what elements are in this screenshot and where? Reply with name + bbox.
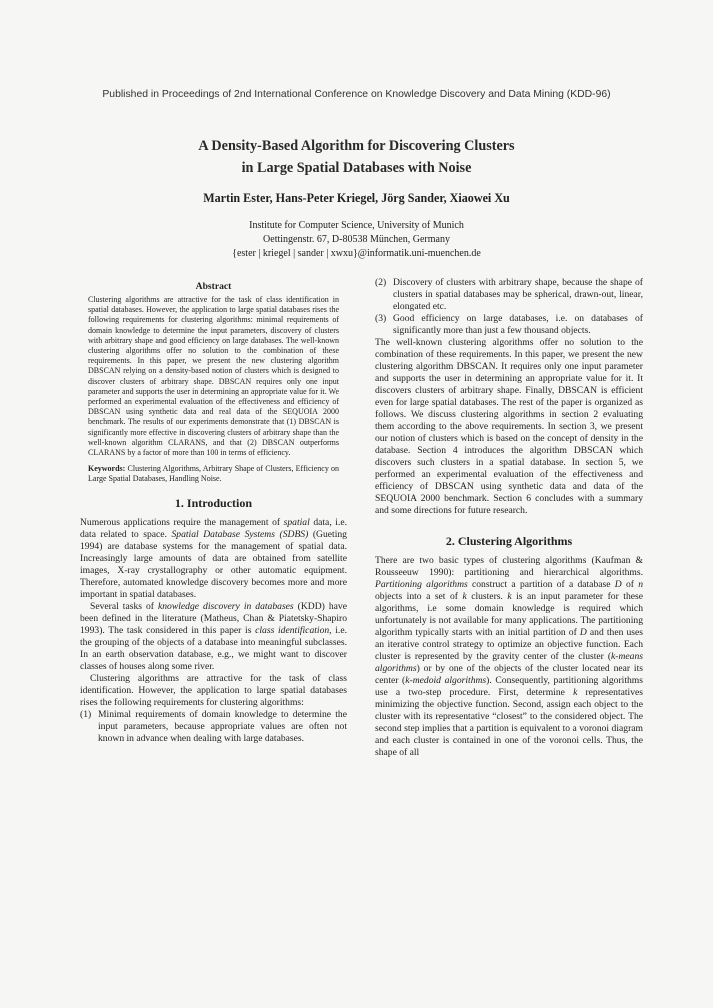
- section-heading-introduction: 1. Introduction: [174, 495, 253, 510]
- paper-title-line-1: A Density-Based Algorithm for Discovering Clusters: [198, 138, 515, 154]
- requirement-item-3: (3) Good efficiency on large databases, i.e. on databases of significantly more than just a few thousand objects.: [375, 313, 643, 336]
- affiliation-email: {ester | kriegel | sander | xwxu}@informatik.uni-muenchen.de: [232, 248, 481, 259]
- abstract-heading: Abstract: [195, 281, 232, 292]
- affiliation-address: Oettingenstr. 67, D-80538 München, Germany: [263, 234, 450, 245]
- right-column: [375, 277, 643, 759]
- requirement-item-1: (1) Minimal requirements of domain knowledge to determine the input parameters, because appropriate values are often not known in advance when dealing with large databases.: [80, 708, 347, 744]
- publication-header: Published in Proceedings of 2nd International Conference on Knowledge Discovery and Data Mining (KDD-96): [102, 89, 611, 100]
- author-list: Martin Ester, Hans-Peter Kriegel, Jörg Sander, Xiaowei Xu: [203, 191, 510, 205]
- paper-title-line-2: in Large Spatial Databases with Noise: [241, 160, 472, 176]
- intro-paragraph-4: The well-known clustering algorithms offer no solution to the combination of these requirements. In this paper, we present the new clustering algorithm DBSCAN. It requires only one input parameter and supports the user in determining an appropriate value for it. It discovers clusters of arbitrary shape. Finally, DBSCAN is efficient even for large spatial databases. The rest of the paper is organized as follows. We discuss clustering algorithms in section 2 evaluating them according to the above requirements. In section 3, we present our notion of clusters which is based on the concept of density in the database. Section 4 introduces the algorithm DBSCAN which discovers such clusters in a spatial database. In section 5, we performed an experimental evaluation of the effectiveness and efficiency of DBSCAN using synthetic data and data of the SEQUOIA 2000 benchmark. Section 6 concludes with a summary and some directions for future research.: [375, 337, 643, 516]
- affiliation-institute: Institute for Computer Science, University of Munich: [249, 220, 464, 231]
- keywords-text: Clustering Algorithms, Arbitrary Shape of Clusters, Efficiency on Large Spatial Databases, Handling Noise.: [88, 464, 340, 484]
- intro-paragraph-2: Several tasks of knowledge discovery in databases (KDD) have been defined in the literature (Matheus, Chan & Piatetsky-Shapiro 1993). The task considered in this paper is class identification, i.e. the grouping of the objects of a database into meaningful subclasses. In an earth observation database, e.g., we might want to discover classes of houses along some river.: [80, 600, 347, 672]
- abstract-text: Clustering algorithms are attractive for the task of class identification in spatial databases. However, the application to large spatial databases rises the following requirements for clustering algorithms: minimal requirements of domain knowledge to determine the input parameters, discovery of clusters with arbitrary shape and good efficiency on large databases. The well-known clustering algorithms offer no solution to the combination of these requirements. In this paper, we present the new clustering algorithm DBSCAN relying on a density-based notion of clusters which is designed to discover clusters of arbitrary shape. DBSCAN requires only one input parameter and supports the user in determining an appropriate value for it. We performed an experimental evaluation of the effectiveness and efficiency of DBSCAN using synthetic data and real data of the SEQUOIA 2000 benchmark. The results of our experiments demonstrate that (1) DBSCAN is significantly more effective in discovering clusters of arbitrary shape than the well-known algorithm CLARANS, and that (2) DBSCAN outperforms CLARANS by a factor of more than 100 in terms of efficiency.: [88, 295, 339, 458]
- keywords-label: Keywords:: [88, 464, 126, 474]
- intro-paragraph-1: Numerous applications require the management of spatial data, i.e. data related to space. Spatial Database Systems (SDBS) (Gueting 1994) are database systems for the management of spatial data. Increasingly large amounts of data are obtained from satellite images, X-ray crystallography or other automatic equipment. Therefore, automated knowledge discovery becomes more and more important in spatial databases.: [80, 516, 347, 600]
- keywords: [88, 464, 339, 484]
- requirement-item-2: (2) Discovery of clusters with arbitrary shape, because the shape of clusters in spatial databases may be spherical, drawn-out, linear, elongated etc.: [375, 277, 643, 312]
- abstract-block: [80, 295, 347, 485]
- intro-paragraph-3: Clustering algorithms are attractive for the task of class identification. However, the application to large spatial databases rises the following requirements for clustering algorithms:: [80, 672, 347, 708]
- section2-paragraph: There are two basic types of clustering algorithms (Kaufman & Rousseeuw 1990): partitioning and hierarchical algorithms. Partitioning algorithms construct a partition of a database D of n objects into a set of k clusters. k is an input parameter for these algorithms, i.e some domain knowledge is required which unfortunately is not available for many applications. The partitioning algorithm typically starts with an initial partition of D and then uses an iterative control strategy to optimize an objective function. Each cluster is represented by the gravity center of the cluster (k-means algorithms) or by one of the objects of the cluster located near its center (k-medoid algorithms). Consequently, partitioning algorithms use a two-step procedure. First, determine k representatives minimizing the objective function. Second, assign each object to the cluster with its representative “closest” to the considered object. The second step implies that a partition is equivalent to a voronoi diagram and each cluster is contained in one of the voronoi cells. Thus, the shape of all: [375, 555, 644, 758]
- left-column: [80, 281, 347, 745]
- section-heading-clustering-algorithms: 2. Clustering Algorithms: [445, 534, 573, 548]
